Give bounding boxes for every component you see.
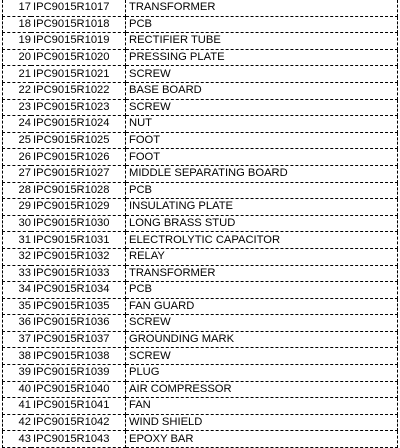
item-number: 37 (3, 331, 32, 348)
part-description: TRANSFORMER (126, 265, 398, 282)
table-row (3, 66, 398, 83)
part-description: EPOXY BAR (126, 431, 398, 448)
part-description: PCB (126, 16, 398, 33)
table-row (3, 0, 398, 16)
part-code: IPC9015R1037 (31, 331, 126, 348)
item-number: 22 (3, 82, 32, 99)
item-number: 25 (3, 132, 32, 149)
table-row (3, 398, 398, 415)
part-code: IPC9015R1031 (31, 232, 126, 249)
part-description: WIND SHIELD (126, 414, 398, 431)
part-code: IPC9015R1019 (31, 33, 126, 50)
part-code: IPC9015R1026 (31, 149, 126, 166)
item-number: 20 (3, 49, 32, 66)
table-row (3, 265, 398, 282)
part-description: BASE BOARD (126, 82, 398, 99)
table-row (3, 132, 398, 149)
item-number: 39 (3, 365, 32, 382)
part-code: IPC9015R1035 (31, 298, 126, 315)
part-code: IPC9015R1039 (31, 365, 126, 382)
table-row (3, 82, 398, 99)
part-description: SCREW (126, 315, 398, 332)
part-code: IPC9015R1032 (31, 248, 126, 265)
part-description: PCB (126, 282, 398, 299)
table-row (3, 348, 398, 365)
part-description: ELECTROLYTIC CAPACITOR (126, 232, 398, 249)
table-row (3, 381, 398, 398)
table-row (3, 199, 398, 216)
part-description: TRANSFORMER (126, 0, 398, 16)
part-description: RECTIFIER TUBE (126, 33, 398, 50)
part-description: PCB (126, 182, 398, 199)
item-number: 24 (3, 116, 32, 133)
table-row (3, 149, 398, 166)
item-number: 38 (3, 348, 32, 365)
part-code: IPC9015R1036 (31, 315, 126, 332)
part-code: IPC9015R1040 (31, 381, 126, 398)
part-code: IPC9015R1027 (31, 165, 126, 182)
table-row (3, 365, 398, 382)
table-row (3, 248, 398, 265)
part-description: FAN GUARD (126, 298, 398, 315)
table-row (3, 165, 398, 182)
table-row (3, 49, 398, 66)
part-code: IPC9015R1022 (31, 82, 126, 99)
item-number: 43 (3, 431, 32, 448)
item-number: 28 (3, 182, 32, 199)
part-code: IPC9015R1023 (31, 99, 126, 116)
part-description: SCREW (126, 348, 398, 365)
part-code: IPC9015R1043 (31, 431, 126, 448)
item-number: 35 (3, 298, 32, 315)
part-description: LONG BRASS STUD (126, 215, 398, 232)
part-description: NUT (126, 116, 398, 133)
part-description: MIDDLE SEPARATING BOARD (126, 165, 398, 182)
part-code: IPC9015R1033 (31, 265, 126, 282)
item-number: 41 (3, 398, 32, 415)
item-number: 42 (3, 414, 32, 431)
part-description: AIR COMPRESSOR (126, 381, 398, 398)
table-row (3, 182, 398, 199)
item-number: 29 (3, 199, 32, 216)
table-row (3, 16, 398, 33)
table-row (3, 33, 398, 50)
part-code: IPC9015R1017 (31, 0, 126, 16)
item-number: 27 (3, 165, 32, 182)
table-row (3, 232, 398, 249)
part-description: FOOT (126, 149, 398, 166)
part-description: FOOT (126, 132, 398, 149)
table-row (3, 414, 398, 431)
item-number: 40 (3, 381, 32, 398)
item-number: 34 (3, 282, 32, 299)
part-description: PRESSING PLATE (126, 49, 398, 66)
part-code: IPC9015R1021 (31, 66, 126, 83)
item-number: 33 (3, 265, 32, 282)
item-number: 30 (3, 215, 32, 232)
part-description: RELAY (126, 248, 398, 265)
part-code: IPC9015R1028 (31, 182, 126, 199)
part-code: IPC9015R1042 (31, 414, 126, 431)
parts-table-body (3, 0, 398, 448)
item-number: 36 (3, 315, 32, 332)
part-description: INSULATING PLATE (126, 199, 398, 216)
item-number: 26 (3, 149, 32, 166)
item-number: 21 (3, 66, 32, 83)
item-number: 31 (3, 232, 32, 249)
part-code: IPC9015R1041 (31, 398, 126, 415)
part-code: IPC9015R1038 (31, 348, 126, 365)
part-code: IPC9015R1018 (31, 16, 126, 33)
part-description: GROUNDING MARK (126, 331, 398, 348)
item-number: 19 (3, 33, 32, 50)
part-description: SCREW (126, 66, 398, 83)
part-code: IPC9015R1034 (31, 282, 126, 299)
parts-table (2, 0, 398, 448)
table-row (3, 282, 398, 299)
table-row (3, 331, 398, 348)
item-number: 32 (3, 248, 32, 265)
item-number: 23 (3, 99, 32, 116)
part-code: IPC9015R1020 (31, 49, 126, 66)
part-code: IPC9015R1024 (31, 116, 126, 133)
table-row (3, 215, 398, 232)
part-code: IPC9015R1030 (31, 215, 126, 232)
table-row (3, 116, 398, 133)
part-code: IPC9015R1025 (31, 132, 126, 149)
item-number: 17 (3, 0, 32, 16)
table-row (3, 315, 398, 332)
part-description: FAN (126, 398, 398, 415)
item-number: 18 (3, 16, 32, 33)
table-row (3, 298, 398, 315)
table-row (3, 99, 398, 116)
part-description: PLUG (126, 365, 398, 382)
part-description: SCREW (126, 99, 398, 116)
table-row (3, 431, 398, 448)
part-code: IPC9015R1029 (31, 199, 126, 216)
